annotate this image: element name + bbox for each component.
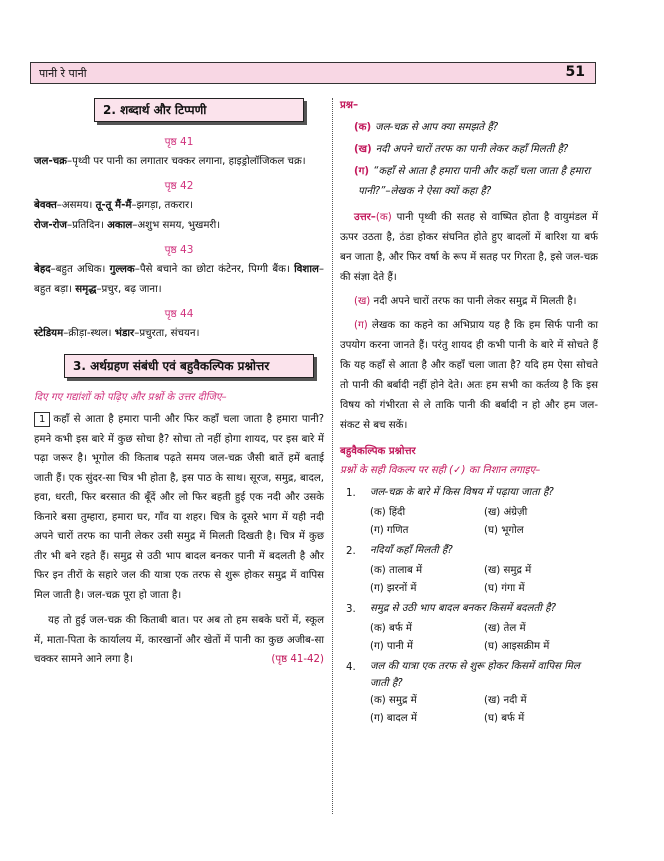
glossary-44 bbox=[34, 324, 324, 344]
glossary-term: तू-तू मैं-मैं bbox=[95, 200, 132, 211]
mcq-option[interactable]: (ग) बादल में bbox=[370, 713, 418, 724]
mcq-text: जल की यात्रा एक तरफ से शुरू होकर किसमें वापिस मिल जाती है? bbox=[370, 661, 580, 689]
question-item bbox=[340, 140, 598, 160]
questions-label: प्रश्न– bbox=[340, 100, 359, 111]
mcq-option[interactable]: (घ) गंगा में bbox=[484, 583, 525, 594]
glossary-term: जल-चक्र bbox=[34, 156, 67, 167]
section-2-title: 2. शब्दार्थ और टिप्पणी bbox=[94, 98, 304, 122]
answer-tag: (ग) bbox=[354, 320, 368, 331]
glossary-term: विशाल bbox=[294, 264, 319, 275]
mcq-text: जल-चक्र के बारे में किस विषय में पढ़ाया जाता है? bbox=[370, 487, 554, 498]
mcq-option[interactable]: (घ) बर्फ में bbox=[484, 713, 525, 724]
mcq-text: समुद्र से उठी भाप बादल बनकर किसमें बदलती है? bbox=[370, 603, 556, 614]
chapter-title: पानी रे पानी bbox=[39, 67, 87, 80]
glossary-def: –बहुत अधिक। bbox=[50, 264, 106, 275]
mcq-options bbox=[340, 562, 598, 598]
passage-number: 1 bbox=[34, 412, 50, 427]
passage-text: कहाँ से आता है हमारा पानी और फिर कहाँ चला जाता है हमारा पानी? हमने कभी इस बारे में कुछ सोचा है? सोचा तो नहीं होगा शायद, पर इस बारे में पढ़ा जरूर है। भूगोल की किताब पढ़ते समय जल-चक्र जैसी बातें हमें बताई जाती हैं। एक सुंदर-सा चित्र भी होता है, इस पाठ के साथ। सूरज, समुद्र, बादल, हवा, धरती, फिर बरसात की बूँदें और लो फिर बहती हुई एक नदी और उसके किनारे बसा तुम्हारा, हमारा घर, गाँव या शहर। चित्र के दूसरे भाग में यही नदी अपने चारों तरफ का पानी लेकर उसी समुद्र में मिलती दिखती है। चित्र में कुछ तीर भी बने रहते हैं। समुद्र से उठी भाप बादल बनकर पानी में बदलती है और फिर इन तीरों के सहारे जल की यात्रा एक तरफ से शुरू होकर समुद्र में वापिस मिल जाती है। जल-चक्र पूरा हो जाता है। bbox=[34, 414, 324, 601]
answer-label: उत्तर– bbox=[354, 212, 376, 223]
mcq-option[interactable]: (ग) झरनों में bbox=[370, 583, 417, 594]
mcq-question bbox=[340, 542, 598, 562]
mcq-question bbox=[340, 484, 598, 504]
mcq-option[interactable]: (ग) गणित bbox=[370, 525, 409, 536]
answer-text: नदी अपने चारों तरफ का पानी लेकर समुद्र में मिलती है। bbox=[373, 296, 577, 307]
answer-text: पानी पृथ्वी की सतह से वाष्पित होता है वायुमंडल में ऊपर उठता है, ठंडा होकर संघनित होते हुए बादलों में बारिश या बर्फ बन जाता है, और फिर वर्षा के रूप में सतह पर गिरता है, इसे जल-चक्र की संज्ञा देते हैं। bbox=[340, 212, 598, 283]
glossary-def: –प्रचुर, बढ़ जाना। bbox=[96, 284, 162, 295]
mcq-item bbox=[340, 658, 598, 728]
mcq-options bbox=[340, 692, 598, 728]
page-number: 51 bbox=[565, 64, 585, 80]
answer-tag: (ख) bbox=[354, 296, 371, 307]
glossary-42-line2 bbox=[34, 216, 324, 236]
mcq-number: 2. bbox=[346, 546, 356, 557]
question-label: (ग) bbox=[354, 166, 370, 177]
section-3-title: 3. अर्थग्रहण संबंधी एवं बहुवैकल्पिक प्रश्नोत्तर bbox=[64, 354, 314, 378]
page-header bbox=[30, 62, 596, 84]
glossary-def: –प्रचुरता, संचयन। bbox=[134, 328, 200, 339]
mcq-option[interactable]: (ख) तेल में bbox=[484, 623, 526, 634]
mcq-item bbox=[340, 542, 598, 598]
mcq-question bbox=[340, 658, 598, 692]
glossary-term: स्टेडियम bbox=[34, 328, 64, 339]
mcq-question bbox=[340, 600, 598, 620]
glossary-def: –प्रतिदिन। bbox=[66, 220, 104, 231]
mcq-option[interactable]: (घ) भूगोल bbox=[484, 525, 524, 536]
mcq-number: 3. bbox=[346, 604, 356, 615]
mcq-number: 4. bbox=[346, 662, 356, 673]
passage-page-ref: (पृष्ठ 41-42) bbox=[271, 654, 324, 665]
passage-instruction: दिए गए गद्यांशों को पढ़िए और प्रश्नों के उत्तर दीजिए– bbox=[34, 392, 227, 403]
answer-tag: (क) bbox=[375, 212, 392, 223]
question-label: (क) bbox=[354, 122, 372, 133]
glossary-43 bbox=[34, 260, 324, 300]
answer-ga bbox=[340, 316, 598, 436]
glossary-term: भंडार bbox=[114, 328, 135, 339]
glossary-def: –पैसे बचाने का छोटा कंटेनर, पिग्गी बैंक। bbox=[134, 264, 290, 275]
answer-ka bbox=[340, 208, 598, 288]
left-column bbox=[34, 98, 324, 670]
glossary-def: –असमय। bbox=[56, 200, 93, 211]
glossary-term: बेवक्त bbox=[34, 200, 57, 211]
page-ref-44: पृष्ठ 44 bbox=[164, 308, 194, 320]
column-divider bbox=[332, 98, 333, 814]
mcq-heading: बहुवैकल्पिक प्रश्नोत्तर bbox=[340, 446, 416, 457]
passage-1 bbox=[34, 410, 324, 605]
mcq-options bbox=[340, 620, 598, 656]
mcq-list bbox=[340, 484, 598, 728]
answer-text: लेखक का कहने का अभिप्राय यह है कि हम सिर्फ पानी का उपयोग करना जानते हैं। परंतु शायद ही कभी पानी के बारे में सोचते हैं कि यह कहाँ से आता है और कहाँ चला जाता है? यदि हम ऐसा सोचते तो पानी की बर्बादी नहीं होने देते। अतः हम सभी का कर्तव्य है कि इस विषय को गंभीरता से ले ताकि पानी की बर्बादी न हो और हम जल-संकट से बच सकें। bbox=[340, 320, 598, 431]
question-label: (ख) bbox=[354, 144, 372, 155]
question-text: “कहाँ से आता है हमारा पानी और कहाँ चला जाता है हमारा पानी?”–लेखक ने ऐसा क्यों कहा है? bbox=[358, 166, 591, 197]
question-text: जल-चक्र से आप क्या समझते हैं? bbox=[375, 122, 499, 133]
mcq-option[interactable]: (ख) अंग्रेज़ी bbox=[484, 507, 528, 518]
mcq-option[interactable]: (क) तालाब में bbox=[370, 565, 423, 576]
mcq-option[interactable]: (ख) समुद्र में bbox=[484, 565, 532, 576]
mcq-option[interactable]: (घ) आइसक्रीम में bbox=[484, 641, 550, 652]
mcq-option[interactable]: (ख) नदी में bbox=[484, 695, 527, 706]
passage-1-continued bbox=[34, 611, 324, 670]
glossary-42-line1 bbox=[34, 196, 324, 216]
glossary-def: –बहुत बड़ा। bbox=[34, 264, 324, 295]
page-ref-43: पृष्ठ 43 bbox=[164, 244, 194, 256]
question-item bbox=[340, 162, 598, 202]
question-list bbox=[340, 118, 598, 202]
glossary-term: अकाल bbox=[107, 220, 133, 231]
question-item bbox=[340, 118, 598, 138]
glossary-term: रोज-रोज bbox=[34, 220, 67, 231]
passage-text-2: यह तो हुई जल-चक्र की किताबी बात। पर अब तो हम सबके घरों में, स्कूल में, माता-पिता के कार्यालय में, कारखानों और खेतों में पानी का कुछ अजीब-सा चक्कर सामने आने लगा है। bbox=[34, 615, 324, 665]
glossary-def: –पृथ्वी पर पानी का लगातार चक्कर लगाना, हाइड्रोलॉजिकल चक्र। bbox=[67, 156, 306, 167]
mcq-options bbox=[340, 504, 598, 540]
page-ref-41: पृष्ठ 41 bbox=[164, 136, 194, 148]
glossary-term: समृद्ध bbox=[75, 284, 97, 295]
mcq-instruction: प्रश्नों के सही विकल्प पर सही (✓) का निशान लगाइए– bbox=[340, 465, 541, 476]
mcq-number: 1. bbox=[346, 488, 356, 499]
mcq-option[interactable]: (क) हिंदी bbox=[370, 507, 406, 518]
mcq-option[interactable]: (क) समुद्र में bbox=[370, 695, 417, 706]
glossary-def: –झगड़ा, तकरार। bbox=[131, 200, 194, 211]
mcq-text: नदियाँ कहाँ मिलती हैं? bbox=[370, 545, 453, 556]
question-text: नदी अपने चारों तरफ का पानी लेकर कहाँ मिलती है? bbox=[375, 144, 569, 155]
mcq-option[interactable]: (ग) पानी में bbox=[370, 641, 413, 652]
glossary-41 bbox=[34, 152, 324, 172]
glossary-def: –क्रीड़ा-स्थल। bbox=[63, 328, 112, 339]
answer-kha bbox=[340, 292, 598, 312]
page-ref-42: पृष्ठ 42 bbox=[164, 180, 194, 192]
glossary-def: –अशुभ समय, भुखमरी। bbox=[132, 220, 221, 231]
glossary-term: बेहद bbox=[34, 264, 51, 275]
right-column bbox=[340, 96, 598, 728]
mcq-option[interactable]: (क) बर्फ में bbox=[370, 623, 413, 634]
mcq-item bbox=[340, 484, 598, 540]
glossary-term: गुल्लक bbox=[109, 264, 135, 275]
mcq-item bbox=[340, 600, 598, 656]
